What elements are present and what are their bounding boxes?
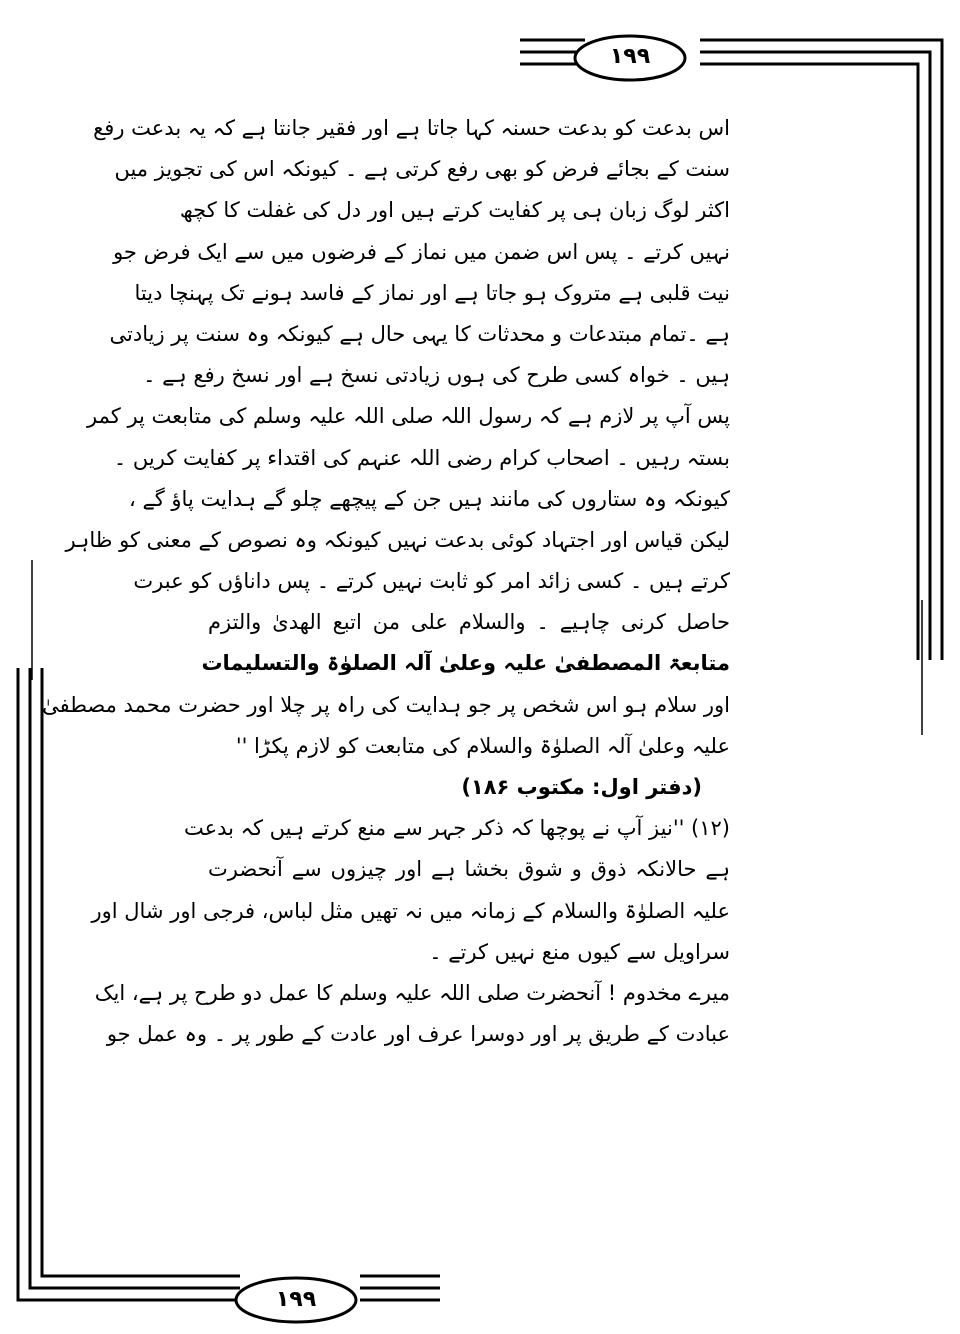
main-text-body: [42, 108, 730, 1055]
text-line: ہیں ۔ خواہ کسی طرح کی ہوں زیادتی نسخ ہے اور نسخ رفع ہے ۔: [143, 363, 730, 388]
page-number-top: ۱۹۹: [609, 44, 651, 69]
page-number-bottom: ۱۹۹: [275, 1287, 317, 1312]
text-line: (۱۲) ''نیز آپ نے پوچھا کہ ذکر جہر سے منع کرتے ہیں کہ بدعت: [183, 816, 730, 841]
text-line: حاصل کرنی چاہیے ۔ والسلام علی من اتبع الھدیٰ والتزم: [208, 610, 730, 635]
text-line: ہے ۔تمام مبتدعات و محدثات کا یہی حال ہے کیونکہ وہ سنت پر زیادتی: [109, 321, 730, 346]
text-line: نہیں کرتے ۔ پس اس ضمن میں نماز کے فرضوں میں سے ایک فرض جو: [113, 239, 730, 264]
text-line: ہے حالانکہ ذوق و شوق بخشا ہے اور چیزوں سے آنحضرت: [208, 857, 730, 882]
text-line: کیونکہ وہ ستاروں کی مانند ہیں جن کے پیچھے چلو گے ہدایت پاؤ گے ،: [128, 486, 730, 511]
text-line: میرے مخدوم ! آنحضرت صلی اللہ علیہ وسلم کا عمل دو طرح پر ہے، ایک: [94, 980, 730, 1005]
text-line: اکثر لوگ زبان ہی پر کفایت کرتے ہیں اور دل کی غفلت کا کچھ: [179, 198, 730, 223]
text-line: بستہ رہیں ۔ اصحاب کرام رضی اللہ عنہم کی اقتداء پر کفایت کریں ۔: [113, 445, 730, 470]
text-line-arabic: متابعۃ المصطفیٰ علیہ وعلیٰ آلہ الصلوٰۃ والتسلیمات: [201, 651, 730, 676]
text-line: لیکن قیاس اور اجتہاد کوئی بدعت نہیں کیونکہ وہ نصوص کے معنی کو ظاہر: [65, 527, 730, 552]
text-line: عبادت کے طریق پر اور دوسرا عرف اور عادت کے طور پر ۔ وہ عمل جو: [106, 1022, 730, 1047]
text-line: علیہ الصلوٰۃ والسلام کے زمانہ میں نہ تھیں مثل لباس، فرجی اور شال اور: [91, 898, 730, 923]
text-line: اور سلام ہو اس شخص پر جو ہدایت کی راہ پر چلا اور حضرت محمد مصطفیٰ: [42, 692, 730, 717]
text-line: کرتے ہیں ۔ کسی زائد امر کو ثابت نہیں کرتے ۔ پس داناؤں کو عبرت: [133, 569, 730, 594]
text-line: پس آپ پر لازم ہے کہ رسول اللہ صلی اللہ علیہ وسلم کی متابعت پر کمر: [87, 404, 730, 429]
text-line: نیت قلبی ہے متروک ہو جاتا ہے اور نماز کے فاسد ہونے تک پہنچا دیتا: [134, 280, 730, 305]
text-line: اس بدعت کو بدعت حسنہ کہا جاتا ہے اور فقیر جانتا ہے کہ یہ بدعت رفع: [93, 116, 730, 140]
text-line: علیہ وعلیٰ آلہ الصلوٰۃ والسلام کی متابعت کو لازم پکڑا '': [235, 733, 730, 758]
reference-citation: (دفتر اول: مکتوب ۱۸۶): [461, 775, 702, 799]
text-line: سنت کے بجائے فرض کو بھی رفع کرتی ہے ۔ کیونکہ اس کی تجویز میں: [114, 157, 730, 182]
text-line: سراویل سے کیوں منع نہیں کرتے ۔: [429, 939, 730, 964]
